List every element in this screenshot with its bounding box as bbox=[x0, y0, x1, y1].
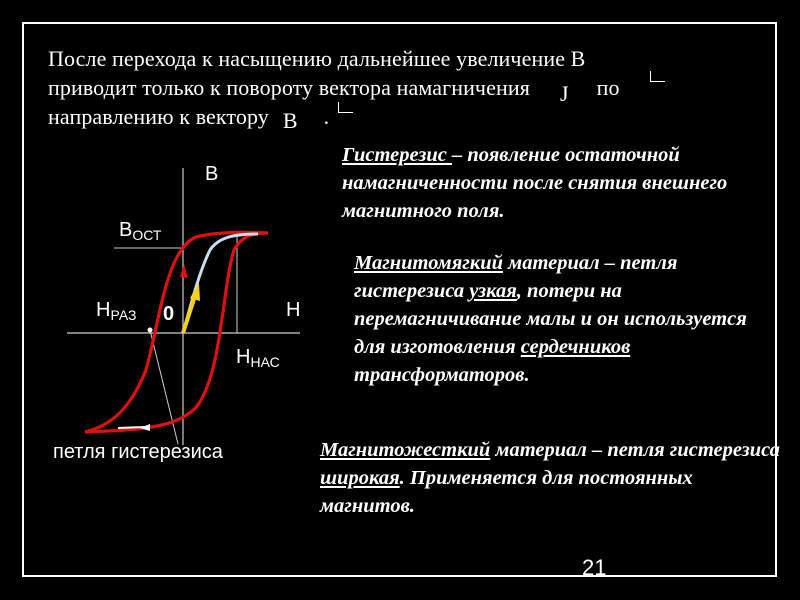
soft-material-term: Магнитомягкий bbox=[354, 252, 504, 274]
hard-material-term: Магнитожесткий bbox=[320, 439, 491, 461]
axis-b-label: В bbox=[205, 163, 219, 185]
hard-material-part2: . Применяется для постоянных магнитов. bbox=[320, 467, 693, 517]
intro-line-1: После перехода к насыщению дальнейшее увеличение В bbox=[48, 46, 586, 71]
h-nas-sub: НАС bbox=[250, 354, 280, 370]
h-nas-main: Н bbox=[236, 346, 251, 368]
hard-keyword-wide: широкая bbox=[320, 467, 400, 489]
soft-material-part1: материал – петля гистерезиса bbox=[354, 252, 678, 302]
intro-line-2-text: приводит только к повороту вектора намагничения bbox=[48, 75, 530, 100]
page-number: 21 bbox=[582, 555, 607, 580]
b-ost-main: В bbox=[119, 219, 133, 241]
loop-upper-arrowhead-icon bbox=[180, 264, 188, 278]
intro-line-3-text: направлению к вектору bbox=[48, 104, 269, 129]
soft-material-part3: трансформаторов. bbox=[354, 364, 530, 386]
vector-b-symbol: B bbox=[282, 108, 298, 133]
soft-keyword-cores: сердечников bbox=[520, 336, 631, 358]
b-ost-sub: ОСТ bbox=[132, 227, 162, 243]
hysteresis-term: Гистерезис bbox=[342, 144, 452, 166]
soft-keyword-narrow: узкая bbox=[469, 280, 517, 302]
magnetization-arrow-icon bbox=[183, 296, 195, 333]
intro-line-3-end: . bbox=[323, 104, 330, 129]
loop-caption: петля гистерезиса bbox=[53, 441, 223, 463]
h-raz-dot bbox=[148, 328, 153, 333]
intro-line-2-end: по bbox=[596, 75, 620, 100]
h-nas-label bbox=[236, 346, 280, 370]
origin-label: 0 bbox=[163, 303, 175, 325]
h-raz-label bbox=[96, 299, 137, 323]
hard-material-part1: материал – петля гистерезиса bbox=[490, 439, 780, 461]
hysteresis-loop-upper bbox=[85, 232, 268, 432]
b-ost-label bbox=[119, 219, 161, 243]
h-raz-sub: РАЗ bbox=[110, 307, 137, 323]
soft-material-part2: , потери на перемагничивание малы и он используется для изготовления bbox=[354, 280, 747, 358]
loop-lower-direction-mark bbox=[118, 427, 146, 428]
hysteresis-text: – появление остаточной намагниченности после снятия внешнего магнитного поля. bbox=[342, 144, 728, 222]
h-raz-main: Н bbox=[96, 299, 111, 321]
vector-j-symbol: J bbox=[559, 81, 569, 106]
initial-magnetization-curve bbox=[183, 234, 258, 333]
axis-h-label: Н bbox=[286, 299, 301, 321]
